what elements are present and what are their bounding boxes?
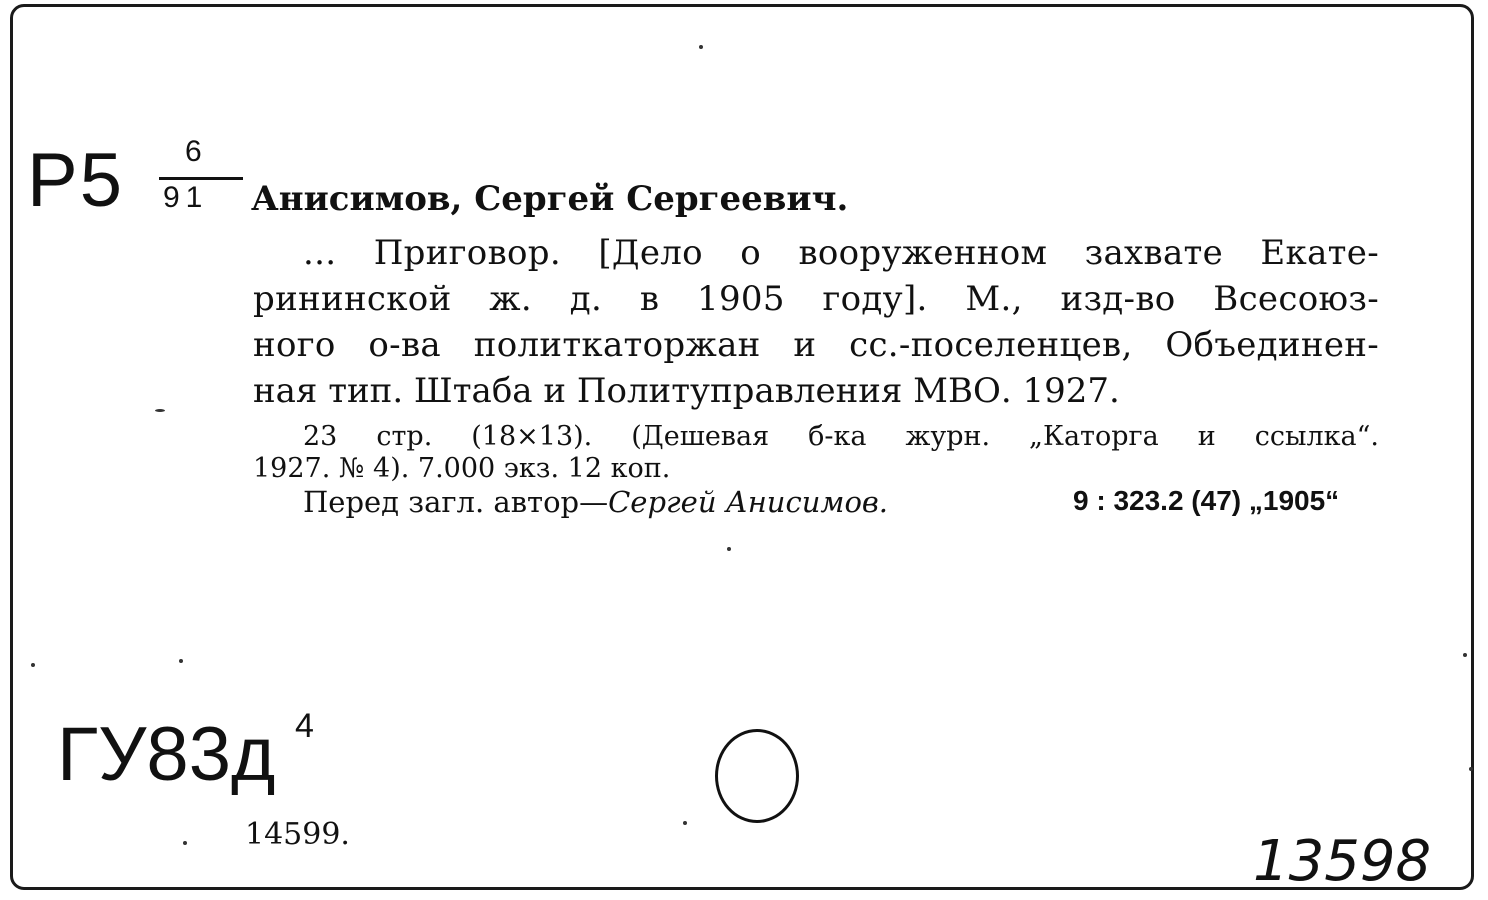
title-line-2: рининской ж. д. в 1905 году]. М., изд-во Всесоюз- [253,279,1379,319]
title-line-3: ного о-ва политкаторжан и сс.-поселенцев, Объединен- [253,325,1379,365]
author-heading: Анисимов, Сергей Сергеевич. [251,179,849,219]
scan-speck [727,547,731,551]
classification-number: 9 : 323.2 (47) „1905“ [1073,485,1340,516]
call-number-handwritten: ГУ83д [57,712,276,797]
shelf-fraction-bottom: 91 [163,181,209,214]
scan-speck [183,841,187,845]
collation-line-1: 23 стр. (18×13). (Дешевая б-ка журн. „Каторга и ссылка“. [303,421,1379,452]
scan-speck [683,821,687,825]
scan-speck [1469,767,1473,771]
shelf-fraction-top: 6 [185,135,202,168]
call-number-superscript: 4 [295,707,314,745]
accession-number: 14599. [245,817,350,852]
scan-speck [155,409,165,412]
note-author: Сергей Анисимов. [608,485,888,519]
shelf-fraction-line [159,177,243,180]
shelf-mark: Р5 [27,138,124,223]
title-line-4: ная тип. Штаба и Политуправления МВО. 1927. [253,371,1120,411]
scan-speck [1463,653,1467,657]
card-hole-mark [715,729,799,823]
title-line-1: ... Приговор. [Дело о вооруженном захвате Екате- [303,233,1379,273]
note-line [303,485,888,519]
scan-speck [31,663,35,667]
inventory-number-handwritten: 13598 [1253,829,1432,894]
scan-speck [179,659,183,663]
catalog-card [10,4,1474,894]
collation-line-2: 1927. № 4). 7.000 экз. 12 коп. [253,453,671,484]
scan-speck [699,45,703,49]
note-prefix: Перед загл. автор— [303,485,609,519]
